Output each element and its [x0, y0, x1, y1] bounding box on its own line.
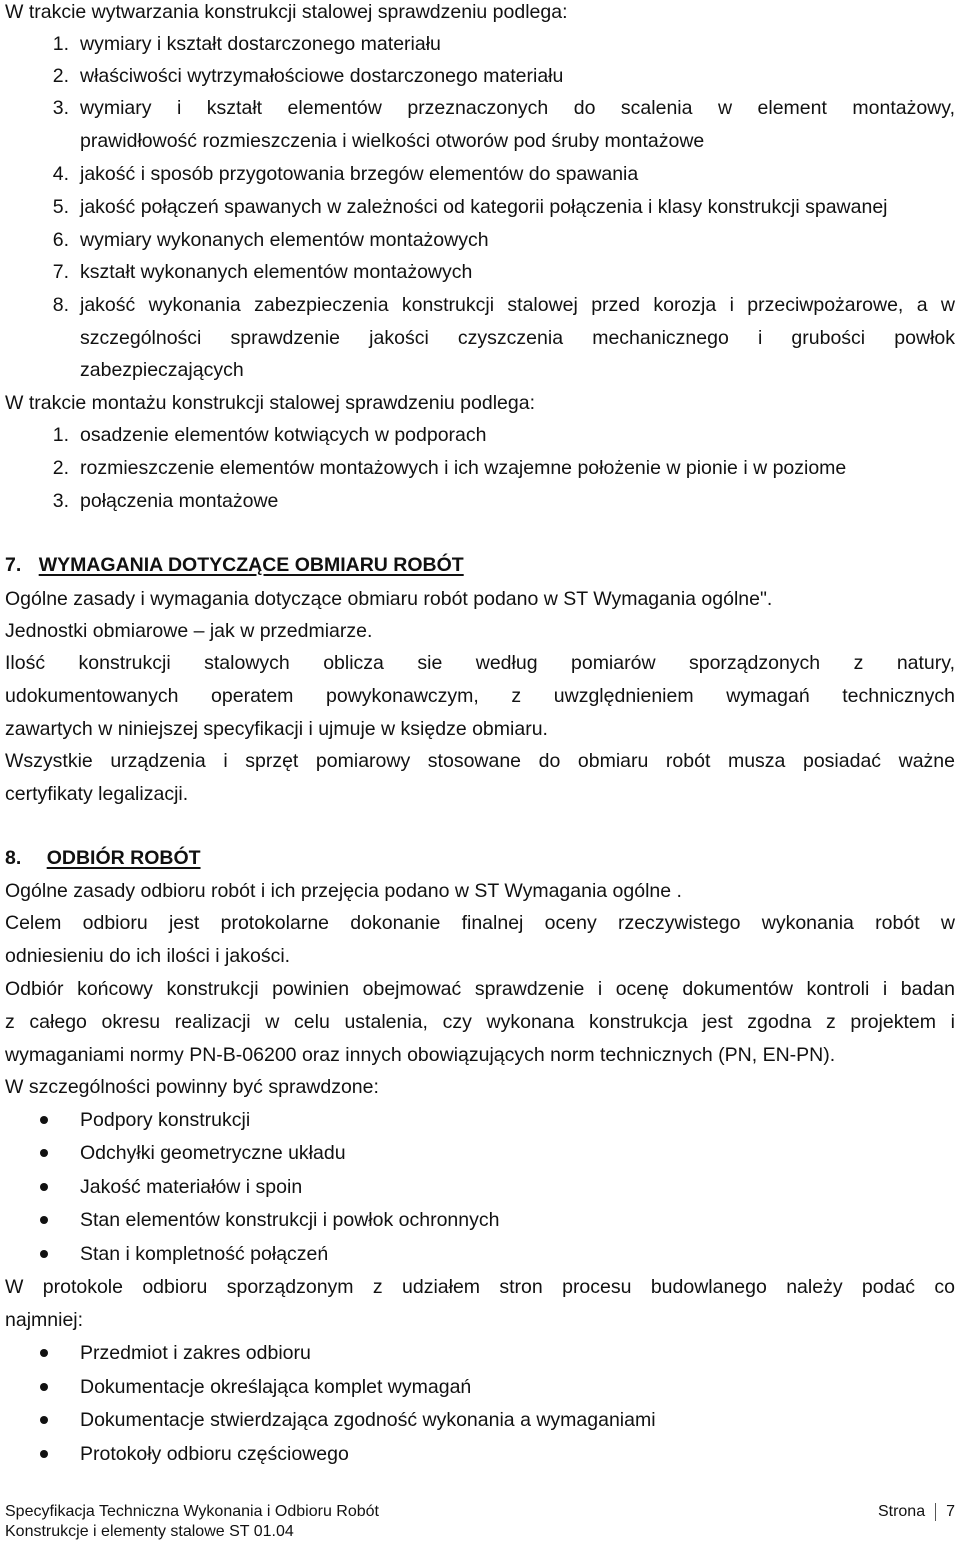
list-text: połączenia montażowe	[80, 490, 279, 512]
list-text: Stan elementów konstrukcji i powłok ochronnych	[80, 1209, 500, 1231]
list-text: prawidłowość rozmieszczenia i wielkości otworów pod śruby montażowe	[80, 130, 705, 152]
paragraph: Ogólne zasady i wymagania dotyczące obmiaru robót podano w ST Wymagania ogólne".	[5, 588, 773, 610]
list-text: jakość połączeń spawanych w zależności od kategorii połączenia i klasy konstrukcji spawanej	[80, 196, 888, 218]
list-text: właściwości wytrzymałościowe dostarczonego materiału	[80, 65, 564, 87]
list-number: 2.	[52, 457, 69, 479]
list-number: 3.	[52, 490, 69, 512]
section-7-heading	[5, 553, 955, 577]
section-number: 8.	[5, 847, 22, 869]
list-text: Dokumentacje stwierdzająca zgodność wykonania a wymaganiami	[80, 1409, 656, 1431]
page-label: Strona	[877, 1503, 926, 1520]
paragraph: W protokole odbioru sporządzonym z udziałem stron procesu budowlanego należy podać co	[5, 1276, 955, 1298]
list-number: 6.	[52, 229, 69, 251]
footer-doc-title: Specyfikacja Techniczna Wykonania i Odbioru Robót	[5, 1503, 379, 1520]
list-text: Protokoły odbioru częściowego	[80, 1443, 349, 1465]
list-number: 5.	[52, 196, 69, 218]
intro-assembly: W trakcie montażu konstrukcji stalowej sprawdzeniu podlega:	[5, 392, 535, 414]
list-text: jakość i sposób przygotowania brzegów elementów do spawania	[80, 163, 639, 185]
bullet-icon	[40, 1450, 48, 1458]
page-number-value: 7	[946, 1503, 955, 1520]
paragraph: Wszystkie urządzenia i sprzęt pomiarowy stosowane do obmiaru robót musza posiadać ważne	[5, 750, 955, 772]
list-text: kształt wykonanych elementów montażowych	[80, 261, 473, 283]
paragraph: W szczególności powinny być sprawdzone:	[5, 1076, 379, 1098]
paragraph: Ogólne zasady odbioru robót i ich przejęcia podano w ST Wymagania ogólne .	[5, 880, 682, 902]
page-footer	[5, 1502, 955, 1542]
separator	[935, 1503, 936, 1521]
paragraph: Odbiór końcowy konstrukcji powinien obejmować sprawdzenie i ocenę dokumentów kontroli i badan	[5, 978, 955, 1000]
paragraph: Jednostki obmiarowe – jak w przedmiarze.	[5, 620, 373, 642]
list-number: 1.	[52, 424, 69, 446]
list-number: 4.	[52, 163, 69, 185]
list-text: szczególności sprawdzenie jakości czyszczenia mechanicznego i grubości powłok	[80, 327, 955, 349]
bullet-icon	[40, 1116, 48, 1124]
bullet-icon	[40, 1250, 48, 1258]
list-number: 1.	[52, 33, 69, 55]
intro-production: W trakcie wytwarzania konstrukcji stalowej sprawdzeniu podlega:	[5, 1, 568, 23]
bullet-icon	[40, 1349, 48, 1357]
list-text: jakość wykonania zabezpieczenia konstrukcji stalowej przed korozja i przeciwpożarowe, a w	[80, 294, 955, 316]
list-text: Dokumentacje określająca komplet wymagań	[80, 1376, 472, 1398]
list-number: 8.	[52, 294, 69, 316]
list-text: Odchyłki geometryczne układu	[80, 1142, 346, 1164]
section-title: WYMAGANIA DOTYCZĄCE OBMIARU ROBÓT	[38, 554, 464, 576]
section-8-heading	[5, 846, 955, 870]
paragraph: certyfikaty legalizacji.	[5, 783, 189, 805]
list-text: wymiary wykonanych elementów montażowych	[80, 229, 489, 251]
bullet-icon	[40, 1383, 48, 1391]
list-text: wymiary i kształt dostarczonego materiału	[80, 33, 441, 55]
list-text: Jakość materiałów i spoin	[80, 1176, 303, 1198]
list-text: rozmieszczenie elementów montażowych i ich wzajemne położenie w pionie i w poziome	[80, 457, 847, 479]
list-text: zabezpieczających	[80, 359, 244, 381]
paragraph: odniesieniu do ich ilości i jakości.	[5, 945, 291, 967]
section-number: 7.	[5, 554, 22, 576]
bullet-icon	[40, 1149, 48, 1157]
page-number	[878, 1502, 955, 1522]
paragraph: najmniej:	[5, 1309, 84, 1331]
list-text: Podpory konstrukcji	[80, 1109, 251, 1131]
list-text: Przedmiot i zakres odbioru	[80, 1342, 311, 1364]
footer-doc-subtitle: Konstrukcje i elementy stalowe ST 01.04	[5, 1523, 294, 1540]
paragraph: zawartych w niniejszej specyfikacji i ujmuje w księdze obmiaru.	[5, 718, 548, 740]
list-number: 2.	[52, 65, 69, 87]
list-text: osadzenie elementów kotwiących w podporach	[80, 424, 487, 446]
paragraph: wymaganiami normy PN-B-06200 oraz innych obowiązujących norm technicznych (PN, EN-PN).	[5, 1044, 836, 1066]
list-text: Stan i kompletność połączeń	[80, 1243, 329, 1265]
list-text: wymiary i kształt elementów przeznaczonych do scalenia w element montażowy,	[80, 97, 955, 119]
bullet-icon	[40, 1183, 48, 1191]
section-title: ODBIÓR ROBÓT	[46, 847, 201, 869]
list-number: 3.	[52, 97, 69, 119]
list-number: 7.	[52, 261, 69, 283]
paragraph: Ilość konstrukcji stalowych oblicza sie według pomiarów sporządzonych z natury,	[5, 652, 955, 674]
bullet-icon	[40, 1216, 48, 1224]
paragraph: z całego okresu realizacji w celu ustalenia, czy wykonana konstrukcja jest zgodna z projektem i	[5, 1011, 955, 1033]
paragraph: Celem odbioru jest protokolarne dokonanie finalnej oceny rzeczywistego wykonania robót w	[5, 912, 955, 934]
paragraph: udokumentowanych operatem powykonawczym, z uwzględnieniem wymagań technicznych	[5, 685, 955, 707]
bullet-icon	[40, 1416, 48, 1424]
